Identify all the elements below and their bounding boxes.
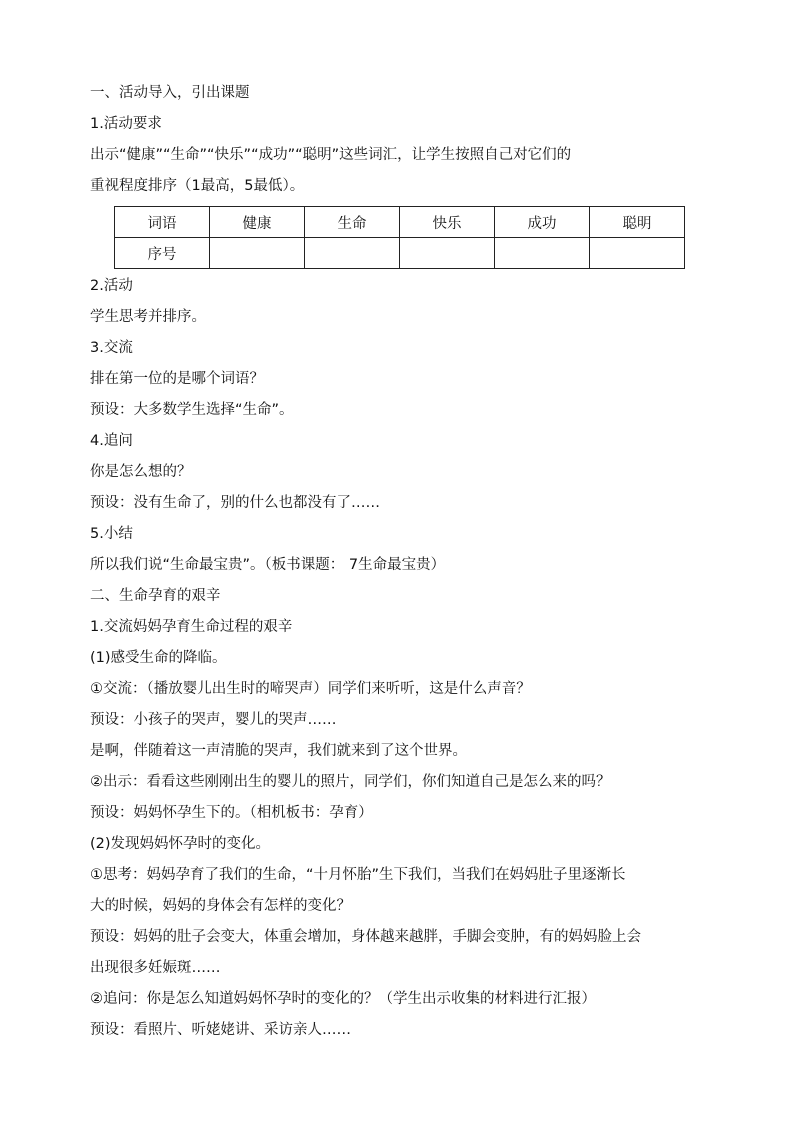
ranking-table <box>114 206 685 269</box>
paragraph-line: 二、生命孕育的艰辛 <box>90 588 221 604</box>
paragraph-line: ①思考：妈妈孕育了我们的生命，“十月怀胎”生下我们，当我们在妈妈肚子里逐渐长 <box>90 867 626 883</box>
paragraph-line: ①交流：（播放婴儿出生时的啼哭声）同学们来听听，这是什么声音？ <box>90 681 531 697</box>
paragraph-line: 预设：看照片、听姥姥讲、采访亲人…… <box>90 1022 351 1038</box>
table-row <box>115 238 685 269</box>
subheading: 1.活动要求 <box>90 116 162 132</box>
lesson-block <box>90 271 710 1046</box>
table-cell: 序号 <box>115 238 210 269</box>
paragraph-line: 预设：没有生命了，别的什么也都没有了…… <box>90 495 380 511</box>
paragraph-line: 5.小结 <box>90 526 133 542</box>
paragraph-line: 2.活动 <box>90 278 133 294</box>
section-heading: 一、活动导入，引出课题 <box>90 85 250 101</box>
paragraph-line: 预设：妈妈的肚子会变大，体重会增加，身体越来越胖，手脚会变肿，有的妈妈脸上会 <box>90 929 641 945</box>
paragraph-line: ②追问：你是怎么知道妈妈怀孕时的变化的？（学生出示收集的材料进行汇报） <box>90 991 596 1007</box>
paragraph-line: 是啊，伴随着这一声清脆的哭声，我们就来到了这个世界。 <box>90 743 467 759</box>
table-cell <box>400 238 495 269</box>
paragraph-line: 出示“健康”“生命”“快乐”“成功”“聪明”这些词汇，让学生按照自己对它们的 <box>90 147 572 163</box>
paragraph-line: 大的时候，妈妈的身体会有怎样的变化？ <box>90 898 351 914</box>
paragraph-line: (2)发现妈妈怀孕时的变化。 <box>90 836 271 852</box>
table-cell: 词语 <box>115 207 210 238</box>
table-cell: 生命 <box>305 207 400 238</box>
paragraph-line: (1)感受生命的降临。 <box>90 650 227 666</box>
paragraph-line: 所以我们说“生命最宝贵”。（板书课题： 7生命最宝贵） <box>90 557 446 573</box>
paragraph-line: 1.交流妈妈孕育生命过程的艰辛 <box>90 619 293 635</box>
table-cell <box>590 238 685 269</box>
table-cell <box>305 238 400 269</box>
paragraph-line: 学生思考并排序。 <box>90 309 206 325</box>
paragraph-line: 3.交流 <box>90 340 133 356</box>
table-cell: 成功 <box>495 207 590 238</box>
document-body <box>90 78 710 1046</box>
table-cell: 快乐 <box>400 207 495 238</box>
paragraph-line: 预设：妈妈怀孕生下的。（相机板书：孕育） <box>90 805 373 821</box>
paragraph-line: 预设：小孩子的哭声，婴儿的哭声…… <box>90 712 337 728</box>
table-cell: 聪明 <box>590 207 685 238</box>
paragraph-line: 预设：大多数学生选择“生命”。 <box>90 402 294 418</box>
intro-block <box>90 78 710 202</box>
paragraph-line: 出现很多妊娠斑…… <box>90 960 221 976</box>
table-cell <box>495 238 590 269</box>
table-cell: 健康 <box>210 207 305 238</box>
paragraph-line: ②出示：看看这些刚刚出生的婴儿的照片，同学们，你们知道自己是怎么来的吗？ <box>90 774 611 790</box>
paragraph-line: 你是怎么想的？ <box>90 464 192 480</box>
paragraph-line: 排在第一位的是哪个词语？ <box>90 371 264 387</box>
table-header-row <box>115 207 685 238</box>
paragraph-line: 重视程度排序（1最高，5最低）。 <box>90 178 305 194</box>
table-cell <box>210 238 305 269</box>
paragraph-line: 4.追问 <box>90 433 133 449</box>
